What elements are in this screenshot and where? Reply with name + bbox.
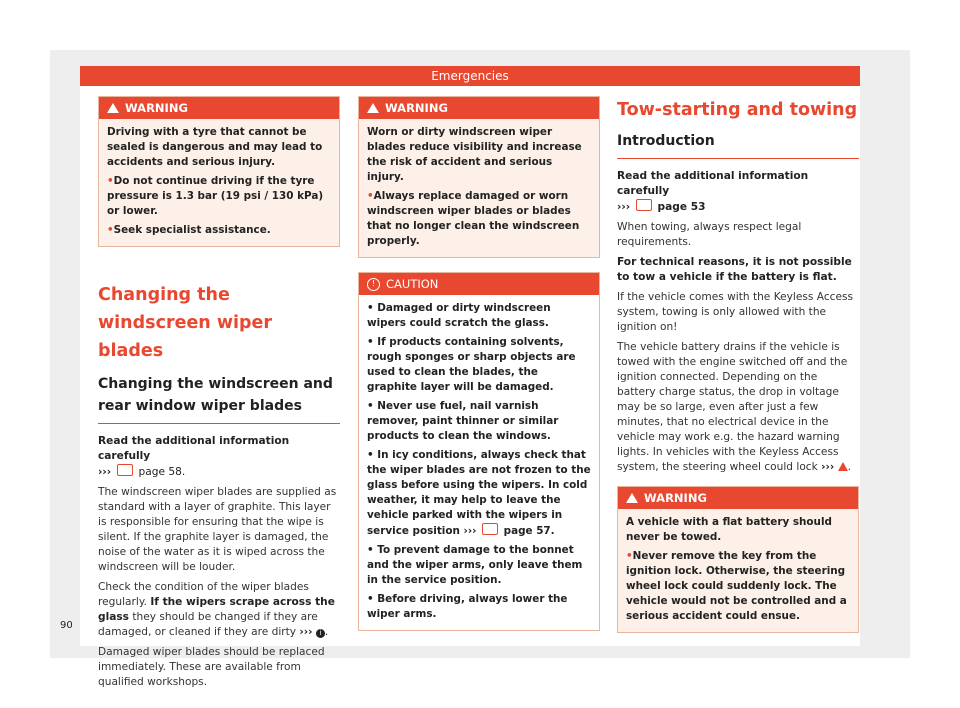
ref-arrow: ››› [98, 466, 112, 478]
warning-triangle-icon[interactable] [838, 462, 848, 471]
warning-title: WARNING [644, 491, 707, 505]
warning-bullet: • Do not continue driving if the tyre pressure is 1.3 bar (19 psi / 130 kPa) or lower. [107, 174, 331, 219]
warning-header [359, 97, 599, 119]
warning-box-wipers [358, 96, 600, 258]
caution-bullet: • If products containing solvents, rough sponges or sharp objects are used to clean the blades, the graphite layer will be damaged. [367, 336, 576, 393]
column-2 [358, 96, 600, 631]
caution-bullet: • Damaged or dirty windscreen wipers could scratch the glass. [367, 302, 551, 329]
warning-header [618, 487, 858, 509]
ref-lead: Read the additional information carefully [98, 435, 290, 462]
column-1 [98, 96, 340, 695]
warning-intro: Worn or dirty windscreen wiper blades reduce visibility and increase the risk of accident and serious injury. [367, 126, 582, 183]
warning-triangle-icon [626, 493, 638, 503]
subsection-title: Introduction [617, 130, 859, 159]
caution-bullet: • Before driving, always lower the wiper arms. [367, 593, 568, 620]
paragraph: If the vehicle comes with the Keyless Access system, towing is only allowed with the ignition on! [617, 291, 854, 333]
caution-box [358, 272, 600, 631]
column-3 [617, 96, 859, 633]
text: they should be changed if they are damaged, or cleaned if they are dirty [98, 611, 318, 638]
book-icon [636, 199, 652, 211]
chapter-header: Emergencies [80, 66, 860, 86]
paragraph: The vehicle battery drains if the vehicle is towed with the engine switched off and the ignition connected. Depending on the battery charge status, the drop in voltage may be so large, even after just a few minutes, that no electrical device in the vehicle may work e.g. the hazard warning lights. In vehicles with the Keyless Access system, the steering wheel could lock ››› . [617, 341, 851, 473]
ref-link[interactable]: page 58. [138, 466, 186, 478]
book-icon [117, 464, 133, 476]
caution-header [359, 273, 599, 295]
warning-bullet: • Seek specialist assistance. [107, 223, 331, 238]
warning-box-tyre [98, 96, 340, 247]
warning-bullet: • Never remove the key from the ignition lock. Otherwise, the steering wheel lock could suddenly lock. The vehicle would not be controlled and a serious accident could ensue. [626, 549, 850, 624]
ref-arrow: ››› [617, 201, 631, 213]
warning-bullet: • Always replace damaged or worn windscreen wiper blades or blades that no longer clean the windscreen properly. [367, 189, 591, 249]
book-icon [482, 523, 498, 535]
page-number: 90 [60, 620, 73, 631]
warning-header [99, 97, 339, 119]
section-title: Tow-starting and towing [617, 100, 858, 120]
bold-text: If the wipers scrape across the glass [98, 596, 335, 623]
info-icon[interactable]: i [316, 629, 325, 638]
paragraph: Check the condition of the wiper blades regularly. If the wipers scrape across the glass they should be changed if they are damaged, or cleaned if they are dirty ››› i . [98, 581, 335, 638]
subsection-title: Changing the windscreen and rear window wiper blades [98, 373, 340, 424]
warning-intro: Driving with a tyre that cannot be sealed is dangerous and may lead to accidents and serious injury. [107, 126, 323, 168]
text: Check the condition of the wiper blades regularly. [98, 581, 309, 608]
ref-link[interactable]: page 57. [503, 525, 555, 537]
caution-bullet: • In icy conditions, always check that the wiper blades are not frozen to the glass before using the wipers. In cold weather, it may help to leave the vehicle parked with the wipers in service position ››› page 57. [367, 449, 591, 537]
bold-paragraph: For technical reasons, it is not possible to tow a vehicle if the battery is flat. [617, 256, 852, 283]
paragraph: The windscreen wiper blades are supplied as standard with a layer of graphite. This layer is responsible for ensuring that the wipe is silent. If the graphite layer is damaged, the noise of the water as it is wiped across the windscreen will be louder. [98, 486, 337, 573]
ref-arrow: ››› [463, 525, 477, 537]
ref-arrow: ››› [299, 626, 313, 638]
ref-lead: Read the additional information carefully [617, 170, 809, 197]
caution-title: CAUTION [386, 277, 439, 291]
warning-triangle-icon [367, 103, 379, 113]
warning-title: WARNING [125, 101, 188, 115]
ref-arrow: ››› [821, 461, 835, 473]
caution-bullet: • To prevent damage to the bonnet and the wiper arms, only leave them in the service position. [367, 544, 583, 586]
section-title: Changing the windscreen wiper blades [98, 285, 273, 361]
warning-triangle-icon [107, 103, 119, 113]
paragraph: Damaged wiper blades should be replaced immediately. These are available from qualified workshops. [98, 646, 325, 688]
paragraph: When towing, always respect legal requirements. [617, 221, 802, 248]
warning-intro: A vehicle with a flat battery should never be towed. [626, 516, 832, 543]
warning-title: WARNING [385, 101, 448, 115]
caution-icon: ! [367, 278, 380, 291]
caution-bullet: • Never use fuel, nail varnish remover, paint thinner or similar products to clean the windows. [367, 400, 559, 442]
warning-box-towing [617, 486, 859, 633]
ref-link[interactable]: page 53 [657, 201, 706, 213]
